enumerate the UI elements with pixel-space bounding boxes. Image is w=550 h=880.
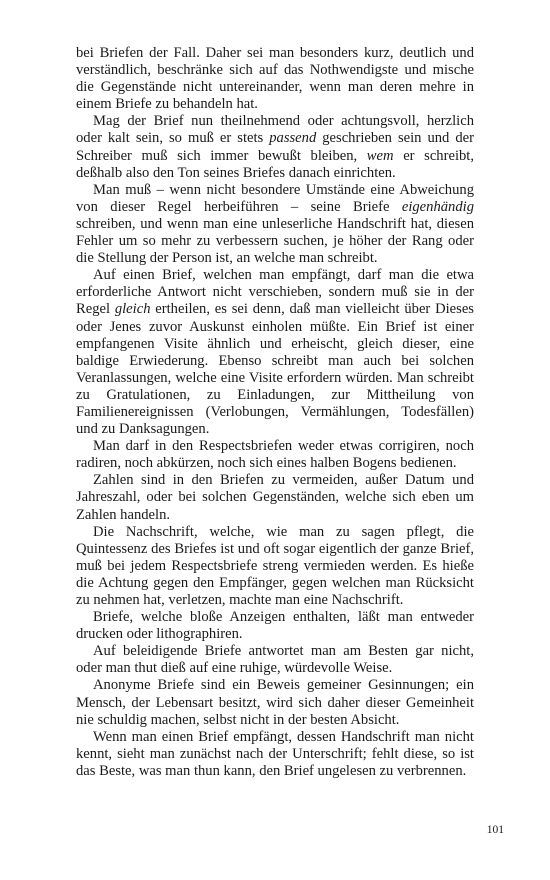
italic-run: eigenhändig bbox=[401, 198, 474, 215]
paragraph-1 bbox=[76, 45, 474, 113]
paragraph-9 bbox=[76, 643, 474, 677]
paragraph-7 bbox=[76, 524, 474, 609]
italic-run: gleich bbox=[114, 301, 151, 318]
paragraph-10 bbox=[76, 677, 474, 728]
paragraph-8 bbox=[76, 609, 474, 643]
text-run: Mag der Brief nun theilnehmend oder achtungsvoll, herzlich oder kalt sein, so muß er stets bbox=[76, 113, 474, 147]
text-run: er schreibt, deßhalb also den Ton seines Briefes danach einrichten. bbox=[76, 147, 474, 181]
text-run: Auf einen Brief, welchen man empfängt, darf man die etwa erforderliche Antwort nicht verschieben, sondern muß sie in der Regel bbox=[76, 267, 474, 318]
page-body bbox=[76, 45, 474, 780]
text-run: Wenn man einen Brief empfängt, dessen Handschrift man nicht kennt, sieht man zunächst nach der Unterschrift; fehlt diese, so ist das Beste, was man thun kann, den Brief ungelesen zu verbrennen. bbox=[76, 728, 474, 779]
text-run: Anonyme Briefe sind ein Beweis gemeiner Gesinnungen; ein Mensch, der Lebensart besitzt, wird sich daher dieser Gemeinheit nie schuldig machen, selbst nicht in der besten Absicht. bbox=[76, 677, 474, 728]
text-run: schreiben, und wenn man eine unleserliche Handschrift hat, diesen Fehler um so mehr zu verbessern suchen, je höher der Rang oder die Stellung der Person ist, an welche man schreibt. bbox=[76, 215, 474, 267]
paragraph-2 bbox=[76, 113, 474, 181]
italic-run: passend bbox=[269, 130, 317, 147]
paragraph-3 bbox=[76, 182, 474, 267]
page-number: 101 bbox=[486, 824, 504, 836]
text-run: Briefe, welche bloße Anzeigen enthalten, läßt man entweder drucken oder lithographiren. bbox=[76, 609, 474, 643]
italic-run: wem bbox=[366, 147, 394, 164]
text-run: Auf beleidigende Briefe antwortet man am Besten gar nicht, oder man thut dieß auf eine ruhige, würdevolle Weise. bbox=[76, 643, 474, 677]
paragraph-4 bbox=[76, 267, 474, 438]
text-run: geschrieben sein und der Schreiber muß sich immer bewußt bleiben, bbox=[76, 130, 474, 164]
text-run: bei Briefen der Fall. Daher sei man besonders kurz, deutlich und verständlich, beschränke sich auf das Nothwendigste und mische die Gegenstände nicht untereinander, wenn man deren mehre in einem Briefe zu behandeln hat. bbox=[76, 45, 474, 113]
text-run: Man muß – wenn nicht besondere Umstände eine Abweichung von dieser Regel herbeiführen – seine Briefe bbox=[76, 181, 474, 215]
text-run: Zahlen sind in den Briefen zu vermeiden, außer Datum und Jahreszahl, oder bei solchen Gegenständen, welche sich eben um Zahlen handeln. bbox=[76, 472, 474, 523]
paragraph-5 bbox=[76, 438, 474, 472]
text-run: Die Nachschrift, welche, wie man zu sagen pflegt, die Quintessenz des Briefes ist und oft sogar eigentlich der ganze Brief, muß bei jedem Respectsbriefe streng vermieden werden. Es hieße die Achtung gegen den Empfänger, gegen welchen man Rücksicht zu nehmen hat, verletzen, machte man eine Nachschrift. bbox=[76, 523, 474, 608]
text-run: ertheilen, es sei denn, daß man vielleicht über Dieses oder Jenes zuvor Auskunst einholen müßte. Ein Brief ist einer empfangenen Visite ähnlich und erheischt, gleich dieser, eine baldige Erwiederung. Ebenso schreibt man auch bei solchen Veranlassungen, welche eine Visite erfordern würden. Man schreibt zu Gratulationen, zu Einladungen, zur Mittheilung von Familienereignissen (Verlobungen, Vermählungen, Todesfällen) und zu Danksagungen. bbox=[76, 301, 474, 438]
paragraph-11 bbox=[76, 729, 474, 780]
paragraph-6 bbox=[76, 472, 474, 523]
text-run: Man darf in den Respectsbriefen weder etwas corrigiren, noch radiren, noch abkürzen, noch sich eines halben Bogens bedienen. bbox=[76, 438, 474, 472]
